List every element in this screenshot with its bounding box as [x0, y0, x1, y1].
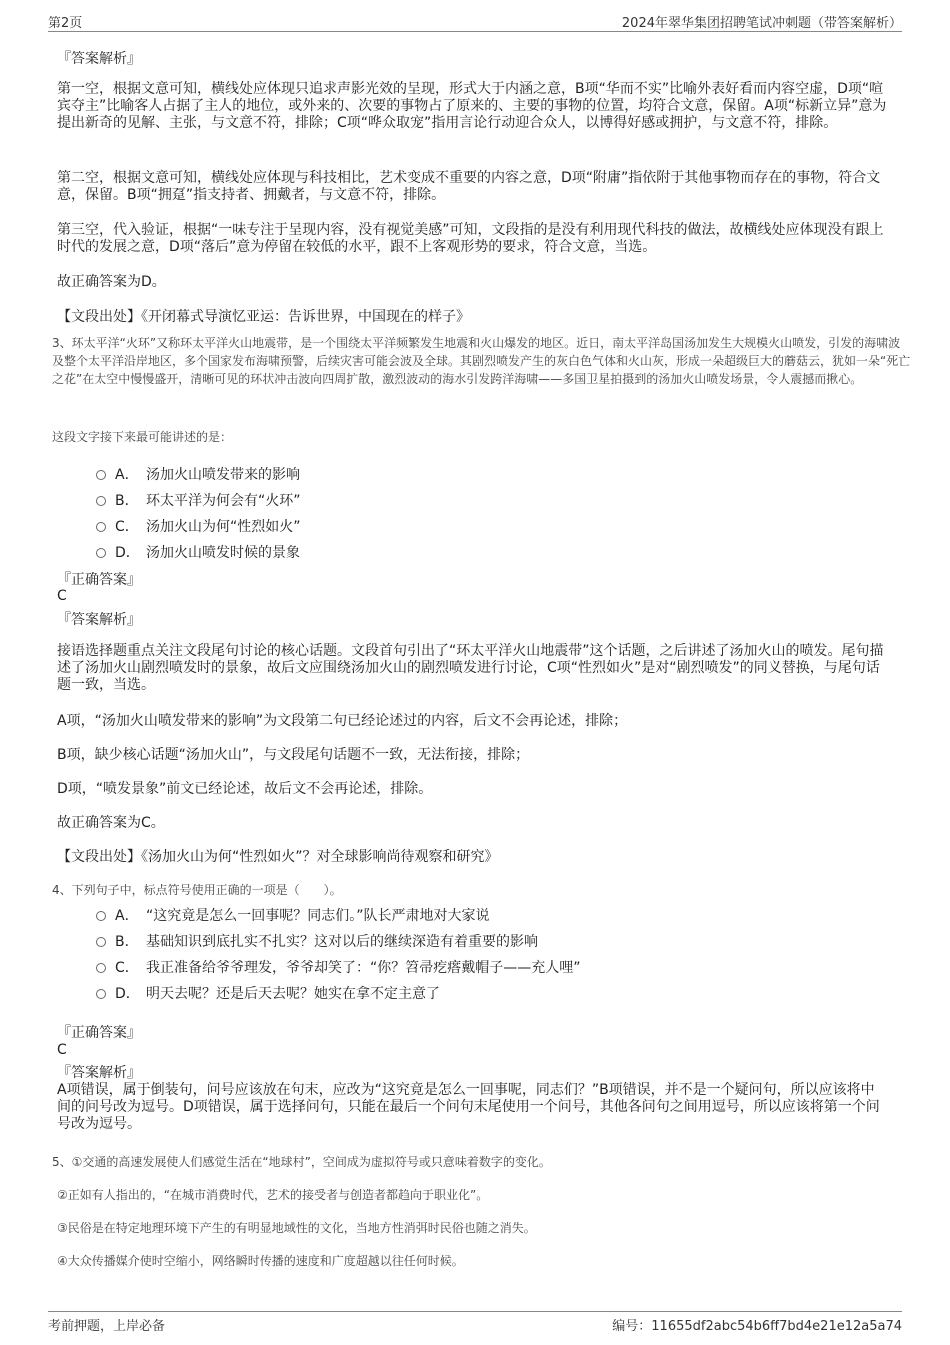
- radio-icon[interactable]: [96, 496, 106, 506]
- q3-option-b[interactable]: B． 环太平洋为何会有“火环”: [96, 490, 301, 510]
- radio-icon[interactable]: [96, 989, 106, 999]
- q4-option-c[interactable]: C． 我正准备给爷爷理发，爷爷却笑了：“你？笤帚疙瘩戴帽子——充人哩”: [96, 957, 581, 977]
- q4-option-a[interactable]: A． “这究竟是怎么一回事呢？同志们。”队长严肃地对大家说: [96, 905, 490, 925]
- radio-icon[interactable]: [96, 522, 106, 532]
- q3-stem: 3、环太平洋“火环”又称环太平洋火山地震带，是一个围绕太平洋频繁发生地震和火山爆发的地区。近日，南太平洋岛国汤加发生大规模火山喷发，引发的海啸波及整个太平洋沿岸地区，多个国家发布海啸预警，后续灾害可能会波及全球。其剧烈喷发产生的灰白色气体和火山灰，形成一朵超级巨大的蘑菇云，犹如一朵“死亡之花”在太空中慢慢盛开，清晰可见的环状冲击波向四周扩散，激烈波动的海水引发跨洋海啸——多国卫星拍摄到的汤加火山喷发场景，令人震撼而揪心。: [52, 336, 911, 386]
- radio-icon[interactable]: [96, 937, 106, 947]
- q4-analysis: A项错误，属于倒装句，问号应该放在句末，应改为“这究竟是怎么一回事呢，同志们？”B项错误，并不是一个疑问句，所以应该将中间的问号改为逗号。D项错误，属于选择问句，只能在最后一个问句末尾使用一个问号，其他各问句之间用逗号，所以应该将第一个问号改为逗号。: [57, 1082, 880, 1132]
- q4-stem: 4、下列句子中，标点符号使用正确的一项是（ ）。: [52, 883, 342, 897]
- q3-option-a[interactable]: A． 汤加火山喷发带来的影响: [96, 464, 300, 484]
- q3-analysis-para1: 接语选择题重点关注文段尾句讨论的核心话题。文段首句引出了“环太平洋火山地震带”这个话题，之后讲述了汤加火山的喷发。尾句描述了汤加火山剧烈喷发时的景象，故后文应围绕汤加火山的剧烈喷发进行讨论，C项“性烈如火”是对“剧烈喷发”的同义替换，与尾句话题一致，当选。: [57, 643, 884, 693]
- q3-source: 【文段出处】《汤加火山为何“性烈如火”？对全球影响尚待观察和研究》: [57, 849, 499, 865]
- q2-analysis-tag: 『答案解析』: [57, 51, 141, 67]
- q4-answer: C: [57, 1042, 67, 1058]
- footer-divider: [48, 1311, 902, 1312]
- q3-option-d[interactable]: D． 汤加火山喷发时候的景象: [96, 542, 300, 562]
- footer-slogan: 考前押题，上岸必备: [48, 1319, 166, 1334]
- document-title: 2024年翠华集团招聘笔试冲刺题（带答案解析）: [621, 16, 902, 31]
- radio-icon[interactable]: [96, 911, 106, 921]
- q3-option-c[interactable]: C． 汤加火山为何“性烈如火”: [96, 516, 301, 536]
- q4-answer-tag: 『正确答案』: [57, 1025, 141, 1041]
- header-divider: [48, 31, 902, 32]
- q2-analysis-para3: 第三空，代入验证，根据“一味专注于呈现内容，没有视觉美感”可知，文段指的是没有利用现代科技的做法，故横线处应体现没有跟上时代的发展之意，D项“落后”意为停留在较低的水平，跟不上客观形势的要求，符合文意，当选。: [57, 222, 884, 255]
- q4-option-d[interactable]: D． 明天去呢？还是后天去呢？她实在拿不定主意了: [96, 983, 440, 1003]
- q3-analysis-tag: 『答案解析』: [57, 612, 141, 628]
- q3-analysis-para2: A项，“汤加火山喷发带来的影响”为文段第二句已经论述过的内容，后文不会再论述，排除；: [57, 713, 628, 729]
- q5-line-1: 5、①交通的高速发展使人们感觉生活在“地球村”，空间成为虚拟符号或只意味着数字的变化。: [52, 1155, 551, 1169]
- q2-conclusion: 故正确答案为D。: [57, 274, 166, 290]
- q3-analysis-para3: B项，缺少核心话题“汤加火山”，与文段尾句话题不一致，无法衔接，排除；: [57, 747, 530, 763]
- q2-analysis-para2: 第二空，根据文意可知，横线处应体现与科技相比，艺术变成不重要的内容之意，D项“附庸”指依附于其他事物而存在的事物，符合文意，保留。B项“拥趸”指支持者、拥戴者，与文意不符，排除。: [57, 170, 881, 203]
- q3-analysis-para4: D项，“喷发景象”前文已经论述，故后文不会再论述，排除。: [57, 781, 433, 797]
- radio-icon[interactable]: [96, 470, 106, 480]
- q3-answer: C: [57, 588, 67, 604]
- q5-line-3: ③民俗是在特定地理环境下产生的有明显地域性的文化，当地方性消弭时民俗也随之消失。: [57, 1221, 536, 1235]
- page-number: 第2页: [48, 16, 83, 31]
- q5-line-4: ④大众传播媒介使时空缩小，网络瞬时传播的速度和广度超越以往任何时候。: [57, 1254, 464, 1268]
- page-header: [0, 0, 950, 34]
- q3-answer-tag: 『正确答案』: [57, 572, 141, 588]
- q3-prompt: 这段文字接下来最可能讲述的是：: [52, 430, 233, 444]
- radio-icon[interactable]: [96, 548, 106, 558]
- footer-serial: 编号：11655df2abc54b6ff7bd4e21e12a5a74: [612, 1319, 902, 1334]
- radio-icon[interactable]: [96, 963, 106, 973]
- q3-conclusion: 故正确答案为C。: [57, 815, 165, 831]
- q4-analysis-tag: 『答案解析』: [57, 1065, 141, 1081]
- q2-analysis-para1: 第一空，根据文意可知，横线处应体现只追求声影光效的呈现，形式大于内涵之意，B项“华而不实”比喻外表好看而内容空虚，D项“喧宾夺主”比喻客人占据了主人的地位，或外来的、次要的事物占了原来的、主要的事物的位置，均符合文意，保留。A项“标新立异”意为提出新奇的见解、主张，与文意不符，排除；C项“哗众取宠”指用言论行动迎合众人，以博得好感或拥护，与文意不符，排除。: [57, 81, 887, 131]
- q4-option-b[interactable]: B． 基础知识到底扎实不扎实？这对以后的继续深造有着重要的影响: [96, 931, 538, 951]
- q5-line-2: ②正如有人指出的，“在城市消费时代，艺术的接受者与创造者都趋向于职业化”。: [57, 1188, 489, 1202]
- q2-source: 【文段出处】《开闭幕式导演忆亚运：告诉世界，中国现在的样子》: [57, 309, 470, 325]
